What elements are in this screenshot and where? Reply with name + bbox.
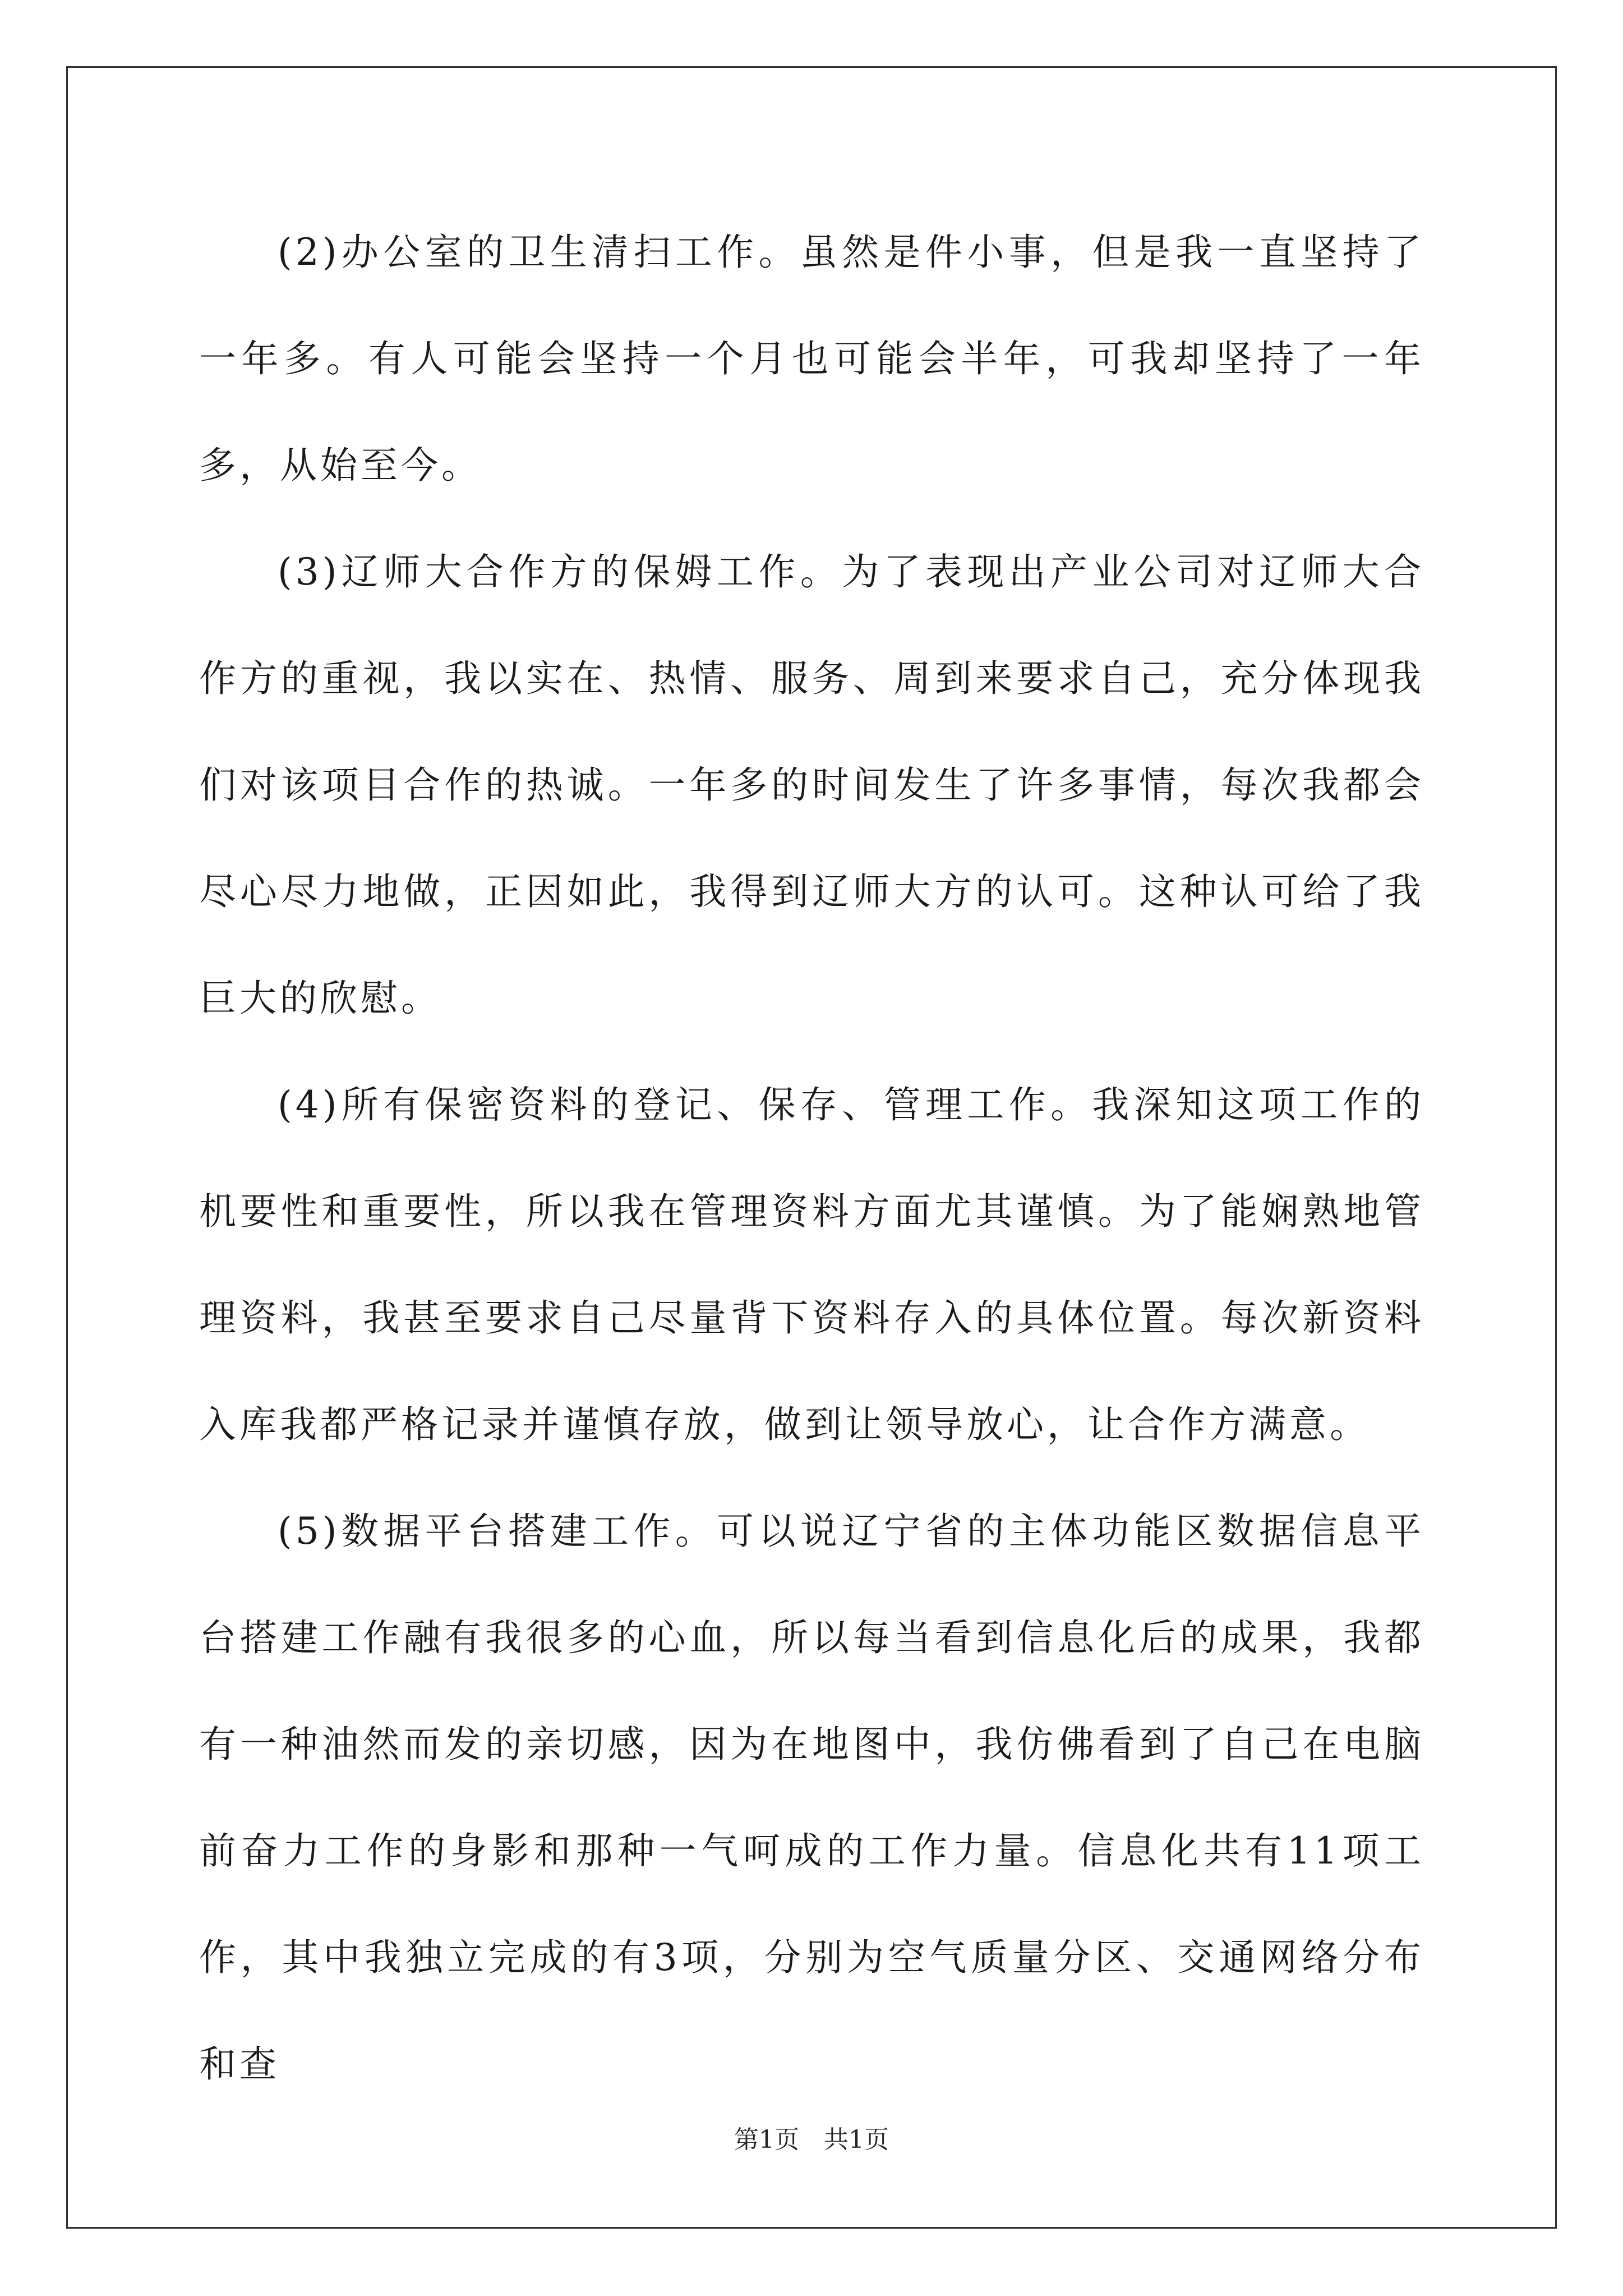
paragraph-5: (5)数据平台搭建工作。可以说辽宁省的主体功能区数据信息平台搭建工作融有我很多的心血，所以每当看到信息化后的成果，我都有一种油然而发的亲切感，因为在地图中，我仿佛看到了自己在电脑前奋力工作的身影和那种一气呵成的工作力量。信息化共有11项工作，其中我独立完成的有3项，分别为空气质量分区、交通网络分布和查	[199, 1510, 1424, 2086]
document-body	[199, 199, 1424, 2118]
paragraph-4: (4)所有保密资料的登记、保存、管理工作。我深知这项工作的机要性和重要性，所以我在管理资料方面尤其谨慎。为了能娴熟地管理资料，我甚至要求自己尽量背下资料存入的具体位置。每次新资料入库我都严格记录并谨慎存放，做到让领导放心，让合作方满意。	[199, 1083, 1424, 1446]
page-footer: 第1页 共1页	[734, 2125, 889, 2154]
paragraph-3: (3)辽师大合作方的保姆工作。为了表现出产业公司对辽师大合作方的重视，我以实在、热情、服务、周到来要求自己，充分体现我们对该项目合作的热诚。一年多的时间发生了许多事情，每次我都会尽心尽力地做，正因如此，我得到辽师大方的认可。这种认可给了我巨大的欣慰。	[199, 550, 1424, 1020]
paragraph-2: (2)办公室的卫生清扫工作。虽然是件小事，但是我一直坚持了一年多。有人可能会坚持一个月也可能会半年，可我却坚持了一年多，从始至今。	[199, 231, 1424, 487]
